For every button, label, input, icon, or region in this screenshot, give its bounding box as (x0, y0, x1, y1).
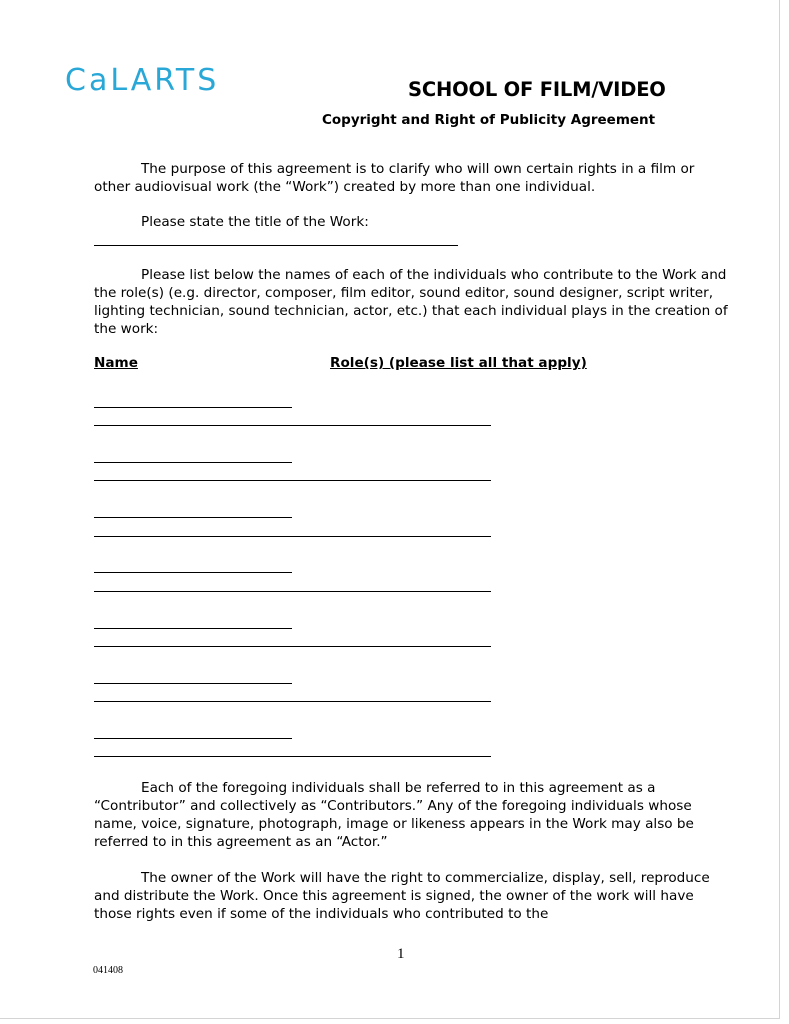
title-prompt-paragraph (94, 213, 734, 231)
contributor-name-field[interactable] (94, 517, 292, 518)
agreement-subtitle: Copyright and Right of Publicity Agreement (322, 112, 656, 128)
contributor-definition-paragraph (94, 779, 734, 851)
contributor-role-field[interactable] (94, 480, 491, 481)
calarts-logo: CaLARTS (65, 63, 220, 98)
contributor-role-field[interactable] (94, 646, 491, 647)
name-column-heading: Name (94, 355, 138, 371)
contributor-definition-text: Each of the foregoing individuals shall be referred to in this agreement as a “Contributor” and collectively as “Contributors.” Any of the foregoing individuals whose name, voice, signature, photograph, image or likeness appears in the Work may also be referred to in this agreement as an “Actor.” (94, 780, 694, 850)
contributor-role-field[interactable] (94, 591, 491, 592)
role-column-heading: Role(s) (please list all that apply) (330, 355, 587, 371)
contributor-name-field[interactable] (94, 628, 292, 629)
ownership-paragraph (94, 869, 734, 923)
contributor-name-field[interactable] (94, 462, 292, 463)
contributor-role-field[interactable] (94, 756, 491, 757)
contributors-instructions (94, 266, 734, 338)
contributor-name-field[interactable] (94, 683, 292, 684)
purpose-paragraph (94, 160, 734, 196)
title-prompt-text: Please state the title of the Work: (141, 214, 369, 230)
contributor-name-field[interactable] (94, 407, 292, 408)
contributor-name-field[interactable] (94, 738, 292, 739)
page-number: 1 (397, 946, 405, 962)
work-title-field[interactable] (94, 245, 458, 246)
document-code: 041408 (93, 965, 123, 976)
purpose-text: The purpose of this agreement is to clarify who will own certain rights in a film or other audiovisual work (the “Work”) created by more than one individual. (94, 161, 695, 195)
contributor-role-field[interactable] (94, 536, 491, 537)
contributor-name-field[interactable] (94, 572, 292, 573)
contributors-instructions-text: Please list below the names of each of the individuals who contribute to the Work and the role(s) (e.g. director, composer, film editor, sound editor, sound designer, script writer, lighting technician, sound technician, actor, etc.) that each individual plays in the creation of the work: (94, 267, 728, 337)
ownership-text: The owner of the Work will have the right to commercialize, display, sell, reproduce and distribute the Work. Once this agreement is signed, the owner of the work will have those rights even if some of the individuals who contributed to the (94, 870, 710, 922)
contributor-role-field[interactable] (94, 701, 491, 702)
school-title: SCHOOL OF FILM/VIDEO (408, 78, 666, 101)
contributor-role-field[interactable] (94, 425, 491, 426)
